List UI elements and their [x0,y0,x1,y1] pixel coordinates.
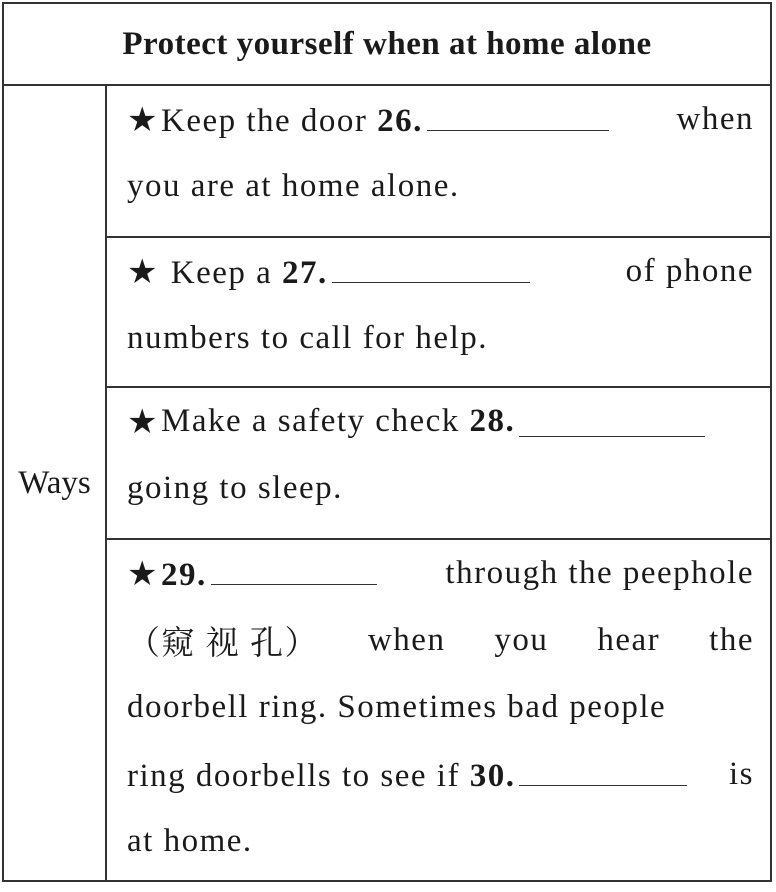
question-number-28: 28. [469,403,516,439]
star-icon: ★ [127,555,159,593]
answer-blank-30[interactable] [519,755,687,786]
answer-blank-27[interactable] [332,252,530,283]
way-27-line2: numbers to call for help. [127,320,488,356]
ways-label: Ways [4,86,107,880]
way-28-line1 [127,388,754,455]
way-27-pre: Keep a [170,254,273,291]
star-icon: ★ [127,253,159,291]
answer-blank-28[interactable] [519,406,705,437]
way-26-pre: Keep the door [160,102,368,139]
way-28-pre: Make a safety check [160,403,460,439]
way-row-27 [107,238,770,388]
way-26-post: when [676,101,754,137]
question-number-27: 27. [282,254,328,291]
way-29-word-the: the [709,622,754,658]
peephole-chinese: （窥 视 孔） [127,626,319,662]
way-29-line1 [127,540,754,607]
way-29-lead [127,554,377,594]
way-29-post: through the peephole [445,555,754,591]
way-row-26 [107,86,770,238]
way-29-line2 [127,607,754,674]
question-number-29: 29. [160,556,207,593]
way-29-line4-lead [127,755,687,795]
way-27-lead [127,252,530,292]
way-29-line4-post: is [728,756,754,792]
way-27-post: of phone [625,253,754,289]
way-27-line1 [127,238,754,305]
way-row-28 [107,388,770,540]
way-29-line4 [127,741,754,808]
way-26-line1 [127,86,754,153]
way-29-line4-pre: ring doorbells to see if [127,757,460,794]
table-title: Protect yourself when at home alone [4,4,770,86]
ways-rows [107,86,770,880]
way-row-29 [107,540,770,884]
way-26-lead [127,100,609,140]
question-number-26: 26. [377,102,423,139]
answer-blank-26[interactable] [427,100,609,131]
way-29-line5: at home. [127,823,253,859]
way-29-word-hear: hear [597,622,661,658]
question-number-30: 30. [469,757,516,794]
worksheet-table [2,2,772,882]
star-icon: ★ [127,101,159,139]
way-29-word-you: you [494,622,549,658]
way-26-line2: you are at home alone. [127,168,460,204]
way-29-word-when: when [367,622,446,658]
star-icon: ★ [127,403,159,441]
answer-blank-29[interactable] [211,554,377,585]
way-29-line3: doorbell ring. Sometimes bad people [127,689,667,725]
way-28-line2: going to sleep. [127,470,343,506]
